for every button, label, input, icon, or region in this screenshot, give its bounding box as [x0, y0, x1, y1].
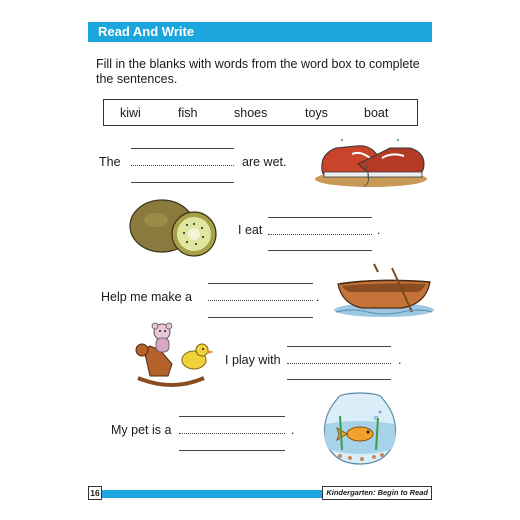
sentence-3-after: . [316, 290, 320, 304]
sentence-4-after: . [398, 353, 402, 367]
sentence-5-before: My pet is a [111, 423, 172, 437]
section-title: Read And Write [98, 24, 195, 39]
writing-guide-line [208, 283, 313, 284]
sentence-1-after: are wet. [242, 155, 287, 169]
answer-blank-4[interactable] [287, 363, 391, 364]
sentence-5-after: . [291, 423, 295, 437]
sentence-4-before: I play with [225, 353, 281, 367]
fishbowl-picture [320, 388, 400, 468]
word-box-item: kiwi [120, 106, 141, 120]
word-box-item: shoes [234, 106, 268, 120]
page-number: 16 [88, 486, 102, 500]
word-box-item: toys [305, 106, 328, 120]
writing-guide-line [287, 379, 391, 380]
wet-shoes-picture [312, 134, 430, 188]
answer-blank-1[interactable] [131, 165, 234, 166]
writing-guide-line [179, 416, 285, 417]
word-box-item: boat [364, 106, 389, 120]
answer-blank-5[interactable] [179, 433, 285, 434]
toys-picture [132, 320, 218, 392]
instructions-text: Fill in the blanks with words from the word box to complete the sentences. [96, 57, 420, 86]
section-header [88, 22, 432, 42]
footer-book-title: Kindergarten: Begin to Read [322, 486, 432, 500]
writing-guide-line [179, 450, 285, 451]
boat-picture [332, 262, 436, 318]
writing-guide-line [287, 346, 391, 347]
writing-guide-line [268, 250, 372, 251]
kiwi-picture [128, 198, 220, 258]
sentence-2-before: I eat [238, 223, 263, 237]
answer-blank-3[interactable] [208, 300, 313, 301]
writing-guide-line [268, 217, 372, 218]
writing-guide-line [131, 182, 234, 183]
sentence-3-before: Help me make a [101, 290, 193, 304]
sentence-1-before: The [99, 155, 121, 169]
sentence-2-after: . [377, 223, 381, 237]
writing-guide-line [208, 317, 313, 318]
writing-guide-line [131, 148, 234, 149]
word-box [103, 99, 418, 126]
word-box-item: fish [178, 106, 198, 120]
answer-blank-2[interactable] [268, 234, 372, 235]
